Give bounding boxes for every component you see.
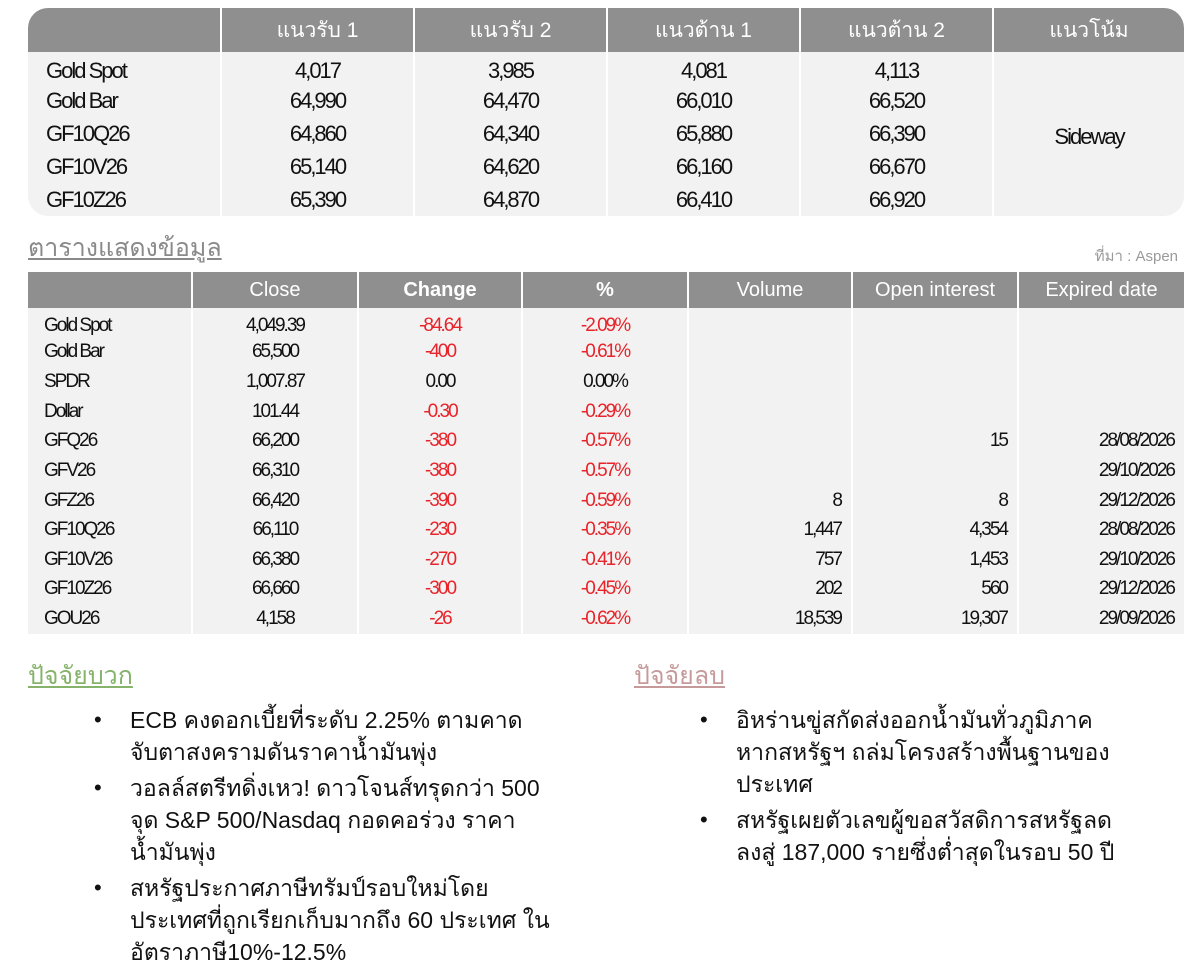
- data-cell-change: -380: [358, 427, 522, 457]
- data-cell-percent: -2.09%: [522, 308, 688, 338]
- bullet-icon: •: [94, 707, 102, 732]
- data-cell-percent: -0.45%: [522, 575, 688, 605]
- levels-cell-r1: 66,410: [607, 183, 800, 216]
- data-row: [28, 338, 1184, 368]
- data-cell-close: 66,660: [192, 575, 358, 605]
- data-row: [28, 545, 1184, 575]
- data-row: [28, 308, 1184, 338]
- data-cell-open-interest: 8: [852, 486, 1018, 516]
- levels-cell-name: GF10Q26: [28, 118, 221, 151]
- data-cell-name: GFZ26: [28, 486, 192, 516]
- data-cell-expired-date: 28/08/2026: [1018, 427, 1184, 457]
- data-cell-expired-date: [1018, 397, 1184, 427]
- data-cell-change: -270: [358, 545, 522, 575]
- levels-cell-s2: 64,340: [414, 118, 607, 151]
- data-cell-name: GOU26: [28, 604, 192, 634]
- levels-cell-s2: 64,470: [414, 85, 607, 118]
- data-cell-expired-date: [1018, 308, 1184, 338]
- levels-cell-r1: 66,010: [607, 85, 800, 118]
- data-row: [28, 456, 1184, 486]
- data-cell-volume: 202: [688, 575, 852, 605]
- data-cell-open-interest: [852, 456, 1018, 486]
- levels-cell-s1: 65,390: [221, 183, 414, 216]
- data-cell-volume: 18,539: [688, 604, 852, 634]
- negative-factor-text: อิหร่านขู่สกัดส่งออกน้ำมันทั่วภูมิภาค หากสหรัฐฯ ถล่มโครงสร้างพื้นฐานของประเทศ: [736, 707, 1110, 797]
- positive-factor-text: สหรัฐประกาศภาษีทรัมป์รอบใหม่โดยประเทศที่ถูกเรียกเก็บมากถึง 60 ประเทศ ในอัตราภาษี10%-12.5%: [130, 875, 550, 965]
- data-cell-name: SPDR: [28, 367, 192, 397]
- data-cell-percent: 0.00%: [522, 367, 688, 397]
- data-cell-name: GFQ26: [28, 427, 192, 457]
- levels-header-support-1: แนวรับ 1: [221, 8, 414, 52]
- data-cell-volume: 8: [688, 486, 852, 516]
- data-row: [28, 575, 1184, 605]
- levels-cell-s2: 3,985: [414, 52, 607, 85]
- data-header-expired-date: Expired date: [1018, 272, 1184, 308]
- data-cell-volume: [688, 456, 852, 486]
- positive-factor-text: วอลล์สตรีทดิ่งเหว! ดาวโจนส์ทรุดกว่า 500 จุด S&P 500/Nasdaq กอดคอร่วง ราคาน้ำมันพุ่ง: [130, 775, 540, 865]
- levels-cell-name: GF10V26: [28, 150, 221, 183]
- levels-row: [28, 52, 1184, 85]
- data-cell-open-interest: 19,307: [852, 604, 1018, 634]
- data-row: [28, 486, 1184, 516]
- levels-header-resistance-2: แนวต้าน 2: [800, 8, 993, 52]
- data-cell-close: 66,200: [192, 427, 358, 457]
- levels-header-blank: [28, 8, 221, 52]
- data-cell-percent: -0.57%: [522, 456, 688, 486]
- data-header-volume: Volume: [688, 272, 852, 308]
- data-row: [28, 427, 1184, 457]
- data-cell-expired-date: 28/08/2026: [1018, 515, 1184, 545]
- data-header-row: [28, 272, 1184, 308]
- data-cell-name: GF10V26: [28, 545, 192, 575]
- levels-cell-s2: 64,620: [414, 150, 607, 183]
- data-cell-expired-date: 29/12/2026: [1018, 486, 1184, 516]
- data-cell-close: 1,007.87: [192, 367, 358, 397]
- bullet-icon: •: [94, 875, 102, 900]
- source-note: ที่มา : Aspen: [1094, 248, 1178, 265]
- data-cell-expired-date: 29/12/2026: [1018, 575, 1184, 605]
- data-cell-expired-date: 29/09/2026: [1018, 604, 1184, 634]
- data-row: [28, 515, 1184, 545]
- data-cell-change: -84.64: [358, 308, 522, 338]
- data-cell-percent: -0.59%: [522, 486, 688, 516]
- data-cell-volume: [688, 427, 852, 457]
- data-cell-open-interest: 15: [852, 427, 1018, 457]
- data-cell-volume: [688, 338, 852, 368]
- levels-cell-s1: 65,140: [221, 150, 414, 183]
- data-cell-percent: -0.61%: [522, 338, 688, 368]
- levels-table: [28, 8, 1184, 216]
- data-cell-open-interest: [852, 367, 1018, 397]
- data-cell-volume: [688, 308, 852, 338]
- data-cell-close: 66,110: [192, 515, 358, 545]
- data-cell-expired-date: [1018, 367, 1184, 397]
- levels-cell-s1: 64,990: [221, 85, 414, 118]
- data-cell-percent: -0.35%: [522, 515, 688, 545]
- levels-cell-r1: 4,081: [607, 52, 800, 85]
- levels-cell-r1: 66,160: [607, 150, 800, 183]
- positive-factor-item: [92, 704, 562, 768]
- data-cell-volume: [688, 397, 852, 427]
- levels-cell-s2: 64,870: [414, 183, 607, 216]
- data-cell-change: -390: [358, 486, 522, 516]
- levels-cell-s1: 4,017: [221, 52, 414, 85]
- data-cell-close: 66,420: [192, 486, 358, 516]
- data-row: [28, 367, 1184, 397]
- positive-factors-title: ปัจจัยบวก: [28, 662, 133, 690]
- data-header-blank: [28, 272, 192, 308]
- levels-cell-name: Gold Spot: [28, 52, 221, 85]
- data-cell-close: 101.44: [192, 397, 358, 427]
- data-row: [28, 604, 1184, 634]
- levels-cell-r2: 66,520: [800, 85, 993, 118]
- data-header-change: Change: [358, 272, 522, 308]
- levels-header-resistance-1: แนวต้าน 1: [607, 8, 800, 52]
- levels-cell-r2: 66,670: [800, 150, 993, 183]
- data-cell-percent: -0.62%: [522, 604, 688, 634]
- data-cell-close: 4,158: [192, 604, 358, 634]
- positive-factor-text: ECB คงดอกเบี้ยที่ระดับ 2.25% ตามคาด จับตาสงครามดันราคาน้ำมันพุ่ง: [130, 707, 523, 765]
- positive-factors-list: [92, 704, 562, 972]
- levels-cell-trend: Sideway: [993, 52, 1184, 216]
- data-cell-change: -26: [358, 604, 522, 634]
- data-cell-name: GF10Q26: [28, 515, 192, 545]
- data-header-percent: %: [522, 272, 688, 308]
- data-header-close: Close: [192, 272, 358, 308]
- market-data-table: [28, 272, 1184, 634]
- levels-cell-s1: 64,860: [221, 118, 414, 151]
- data-cell-percent: -0.29%: [522, 397, 688, 427]
- data-cell-volume: 1,447: [688, 515, 852, 545]
- data-cell-volume: [688, 367, 852, 397]
- data-cell-close: 65,500: [192, 338, 358, 368]
- negative-factors-title: ปัจจัยลบ: [634, 662, 726, 690]
- data-cell-change: -230: [358, 515, 522, 545]
- data-cell-percent: -0.41%: [522, 545, 688, 575]
- data-cell-open-interest: [852, 397, 1018, 427]
- data-cell-name: Gold Bar: [28, 338, 192, 368]
- data-cell-open-interest: 560: [852, 575, 1018, 605]
- levels-cell-name: Gold Bar: [28, 85, 221, 118]
- levels-cell-r1: 65,880: [607, 118, 800, 151]
- negative-factors-list: [698, 704, 1128, 872]
- levels-cell-r2: 4,113: [800, 52, 993, 85]
- data-cell-open-interest: [852, 338, 1018, 368]
- data-cell-open-interest: 1,453: [852, 545, 1018, 575]
- data-cell-percent: -0.57%: [522, 427, 688, 457]
- levels-header-support-2: แนวรับ 2: [414, 8, 607, 52]
- negative-factor-item: [698, 804, 1128, 868]
- data-cell-change: -400: [358, 338, 522, 368]
- data-cell-name: GFV26: [28, 456, 192, 486]
- data-row: [28, 397, 1184, 427]
- data-table-heading: ตารางแสดงข้อมูล: [28, 234, 222, 262]
- data-cell-open-interest: 4,354: [852, 515, 1018, 545]
- data-cell-change: -300: [358, 575, 522, 605]
- data-cell-name: Dollar: [28, 397, 192, 427]
- data-cell-volume: 757: [688, 545, 852, 575]
- data-cell-name: GF10Z26: [28, 575, 192, 605]
- data-cell-expired-date: [1018, 338, 1184, 368]
- data-cell-change: -0.30: [358, 397, 522, 427]
- data-cell-name: Gold Spot: [28, 308, 192, 338]
- data-cell-change: 0.00: [358, 367, 522, 397]
- data-header-open-interest: Open interest: [852, 272, 1018, 308]
- positive-factor-item: [92, 772, 562, 868]
- data-cell-change: -380: [358, 456, 522, 486]
- negative-factor-item: [698, 704, 1128, 800]
- levels-header-trend: แนวโน้ม: [993, 8, 1184, 52]
- levels-cell-name: GF10Z26: [28, 183, 221, 216]
- data-cell-close: 66,380: [192, 545, 358, 575]
- levels-cell-r2: 66,920: [800, 183, 993, 216]
- bullet-icon: •: [700, 807, 708, 832]
- data-cell-open-interest: [852, 308, 1018, 338]
- data-cell-close: 4,049.39: [192, 308, 358, 338]
- levels-cell-r2: 66,390: [800, 118, 993, 151]
- bullet-icon: •: [700, 707, 708, 732]
- positive-factor-item: [92, 872, 562, 968]
- levels-header-row: [28, 8, 1184, 52]
- data-cell-expired-date: 29/10/2026: [1018, 456, 1184, 486]
- negative-factor-text: สหรัฐเผยตัวเลขผู้ขอสวัสดิการสหรัฐลดลงสู่ 187,000 รายซึ่งต่ำสุดในรอบ 50 ปี: [736, 807, 1115, 865]
- data-cell-expired-date: 29/10/2026: [1018, 545, 1184, 575]
- bullet-icon: •: [94, 775, 102, 800]
- data-cell-close: 66,310: [192, 456, 358, 486]
